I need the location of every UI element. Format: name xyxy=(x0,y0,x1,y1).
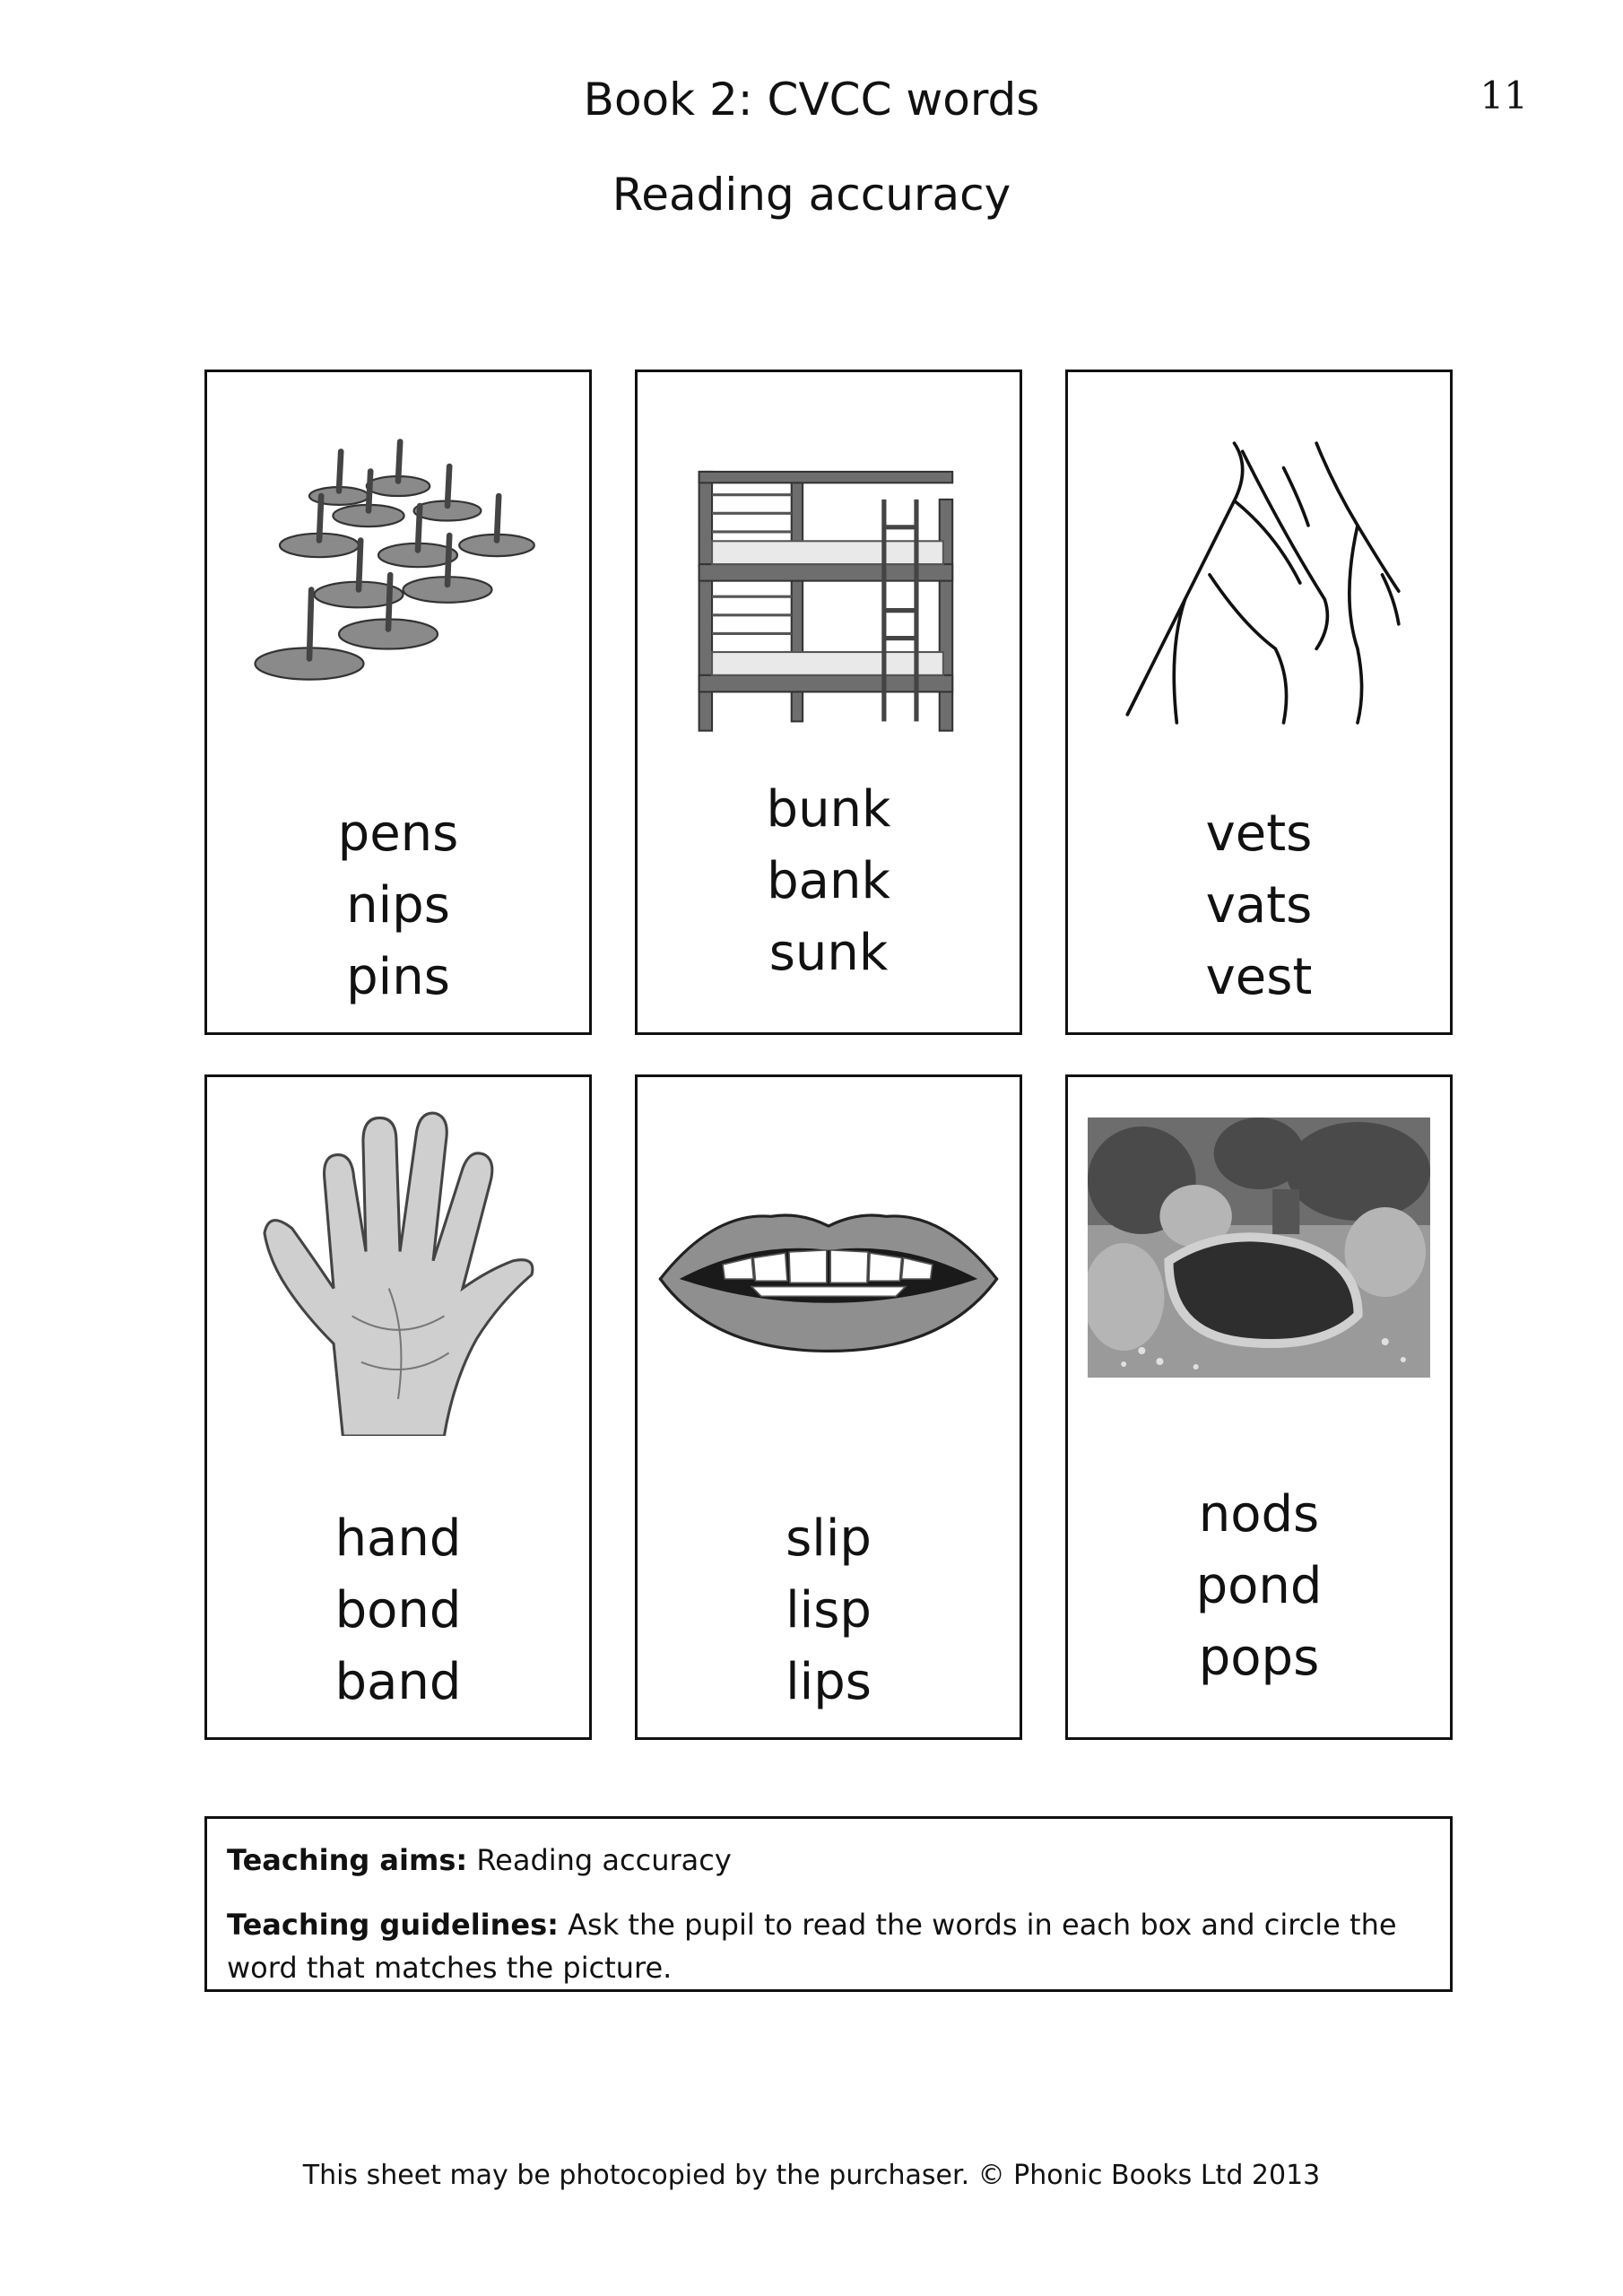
drawing-pins-icon xyxy=(225,417,571,713)
word-option[interactable]: band xyxy=(334,1653,462,1711)
bunk-bed-picture xyxy=(655,444,1002,740)
word-card-vest xyxy=(1065,370,1453,1035)
word-card-hand xyxy=(204,1074,592,1740)
bunk-bed-icon xyxy=(655,444,1002,740)
teaching-aims-box xyxy=(204,1816,1453,1992)
word-option[interactable]: vets xyxy=(1205,804,1313,863)
word-option[interactable]: pins xyxy=(346,948,450,1006)
word-option[interactable]: pops xyxy=(1198,1629,1320,1687)
lips-icon xyxy=(655,1167,1002,1391)
page-subtitle: Reading accuracy xyxy=(612,169,1011,221)
word-option[interactable]: sunk xyxy=(768,924,889,982)
word-option[interactable]: lisp xyxy=(785,1581,872,1639)
page-title: Book 2: CVCC words xyxy=(583,74,1040,126)
teaching-aims xyxy=(227,1839,1430,1882)
word-option[interactable]: lips xyxy=(785,1653,872,1711)
copyright-footer: This sheet may be photocopied by the purchaser. © Phonic Books Ltd 2013 xyxy=(302,2160,1321,2191)
word-option[interactable]: bond xyxy=(334,1581,462,1639)
teaching-guidelines-label: Teaching guidelines: xyxy=(227,1908,559,1942)
word-option[interactable]: bunk xyxy=(766,780,891,839)
lips-picture xyxy=(655,1167,1002,1391)
vest-top-icon xyxy=(1086,435,1432,731)
garden-pond-icon xyxy=(1088,1118,1430,1378)
page-number: 11 xyxy=(1480,74,1528,117)
word-option[interactable]: bank xyxy=(767,852,890,910)
word-option[interactable]: vats xyxy=(1205,876,1313,935)
word-card-bunk xyxy=(635,370,1022,1035)
vest-top-picture xyxy=(1086,435,1432,731)
word-option[interactable]: vest xyxy=(1205,948,1313,1006)
word-option[interactable]: pond xyxy=(1195,1557,1323,1615)
teaching-guidelines-text: Ask the pupil to read the words in each box and circle the word that matches the picture. xyxy=(227,1908,1397,1985)
word-option[interactable]: slip xyxy=(785,1509,872,1568)
hand-icon xyxy=(225,1104,571,1436)
teaching-guidelines xyxy=(227,1903,1430,1989)
teaching-aims-label: Teaching aims: xyxy=(227,1843,468,1877)
hand-picture xyxy=(225,1104,571,1436)
word-card-pins xyxy=(204,370,592,1035)
teaching-aims-text: Reading accuracy xyxy=(476,1843,732,1877)
word-option[interactable]: nips xyxy=(346,876,450,935)
word-option[interactable]: pens xyxy=(337,804,459,863)
drawing-pins-picture xyxy=(225,417,571,713)
word-option[interactable]: hand xyxy=(334,1509,462,1568)
garden-pond-picture xyxy=(1088,1118,1430,1378)
word-card-lips xyxy=(635,1074,1022,1740)
word-option[interactable]: nods xyxy=(1198,1485,1320,1544)
word-card-pond xyxy=(1065,1074,1453,1740)
